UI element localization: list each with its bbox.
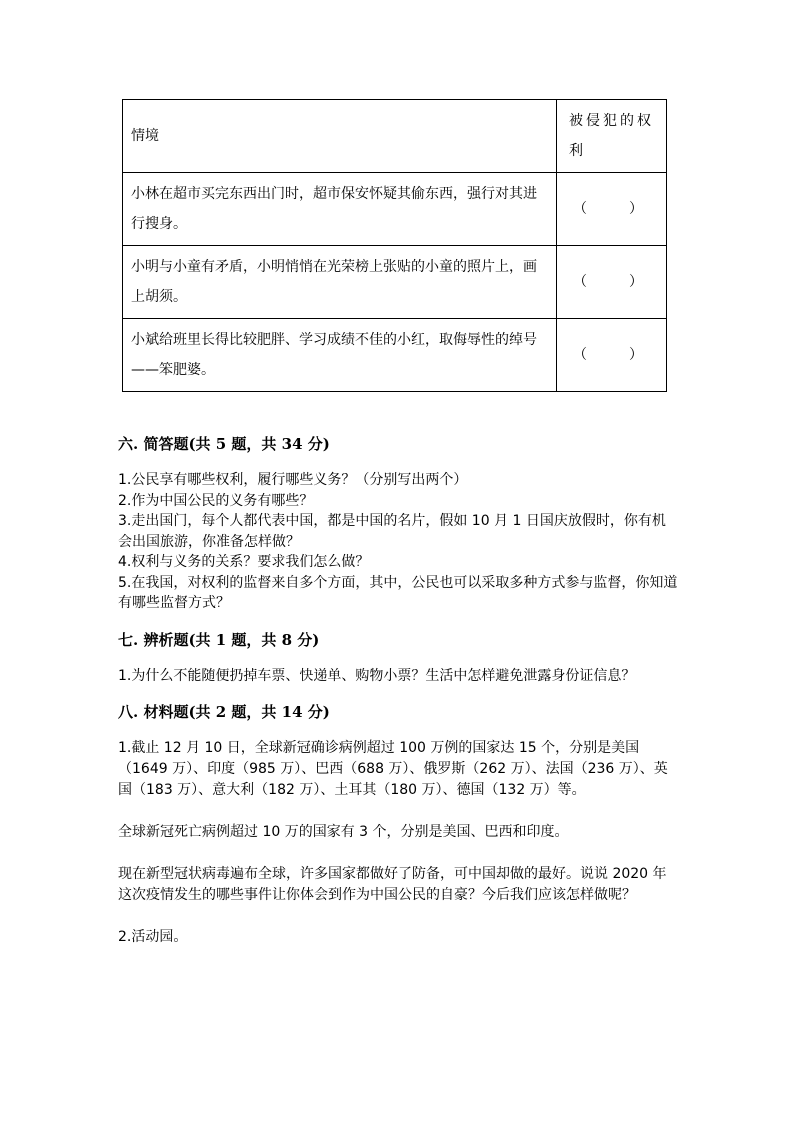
- answer-blank: （ ）: [557, 319, 667, 392]
- table-row: [123, 246, 667, 319]
- section-eight-title: 八. 材料题(共 2 题，共 14 分): [118, 703, 330, 721]
- situation-cell: 小明与小童有矛盾，小明悄悄在光荣榜上张贴的小童的照片上，画上胡须。: [123, 246, 557, 319]
- answer-blank: （ ）: [557, 246, 667, 319]
- question-item: 3.走出国门，每个人都代表中国，都是中国的名片，假如 10 月 1 日国庆放假时，你有机会出国旅游，你准备怎样做？: [118, 513, 666, 550]
- question-item: 1.公民享有哪些权利，履行哪些义务？（分别写出两个）: [118, 472, 468, 488]
- table-header-row: [123, 100, 667, 173]
- table-row: [123, 173, 667, 246]
- questions-content: [118, 432, 678, 948]
- material-paragraph: 2.活动园。: [118, 929, 188, 945]
- table-row: [123, 319, 667, 392]
- question-item: 4.权利与义务的关系？要求我们怎么做？: [118, 554, 370, 570]
- rights-table: [122, 99, 667, 392]
- section-six-title: 六. 简答题(共 5 题，共 34 分): [118, 435, 330, 453]
- material-paragraph: 1.截止 12 月 10 日，全球新冠确诊病例超过 100 万例的国家达 15 个，分别是美国（1649 万）、印度（985 万）、巴西（688 万）、俄罗斯（262 万）、法国（236 万）、英国（183 万）、意大利（182 万）、土耳其（180 万）、德国（132 万）等。: [118, 740, 668, 798]
- question-item: 5.在我国，对权利的监督来自多个方面，其中，公民也可以采取多种方式参与监督，你知道有哪些监督方式？: [118, 574, 678, 611]
- question-item: 2.作为中国公民的义务有哪些？: [118, 492, 314, 509]
- question-item: 1.为什么不能随便扔掉车票、快递单、购物小票？生活中怎样避免泄露身份证信息？: [118, 667, 636, 684]
- section-seven-title: 七. 辨析题(共 1 题，共 8 分): [118, 630, 320, 649]
- situation-cell: 小斌给班里长得比较肥胖、学习成绩不佳的小红，取侮辱性的绰号——笨肥婆。: [123, 319, 557, 392]
- answer-blank: （ ）: [557, 173, 667, 246]
- situation-cell: 小林在超市买完东西出门时，超市保安怀疑其偷东西，强行对其进行搜身。: [123, 173, 557, 246]
- header-situation: 情境: [123, 100, 557, 173]
- material-paragraph: 现在新型冠状病毒遍布全球，许多国家都做好了防备，可中国却做的最好。说说 2020 年这次疫情发生的哪些事件让你体会到作为中国公民的自豪？今后我们应该怎样做呢？: [118, 866, 667, 903]
- material-paragraph: 全球新冠死亡病例超过 10 万的国家有 3 个，分别是美国、巴西和印度。: [118, 824, 569, 840]
- header-violated-right: 被侵犯的权利: [557, 100, 667, 173]
